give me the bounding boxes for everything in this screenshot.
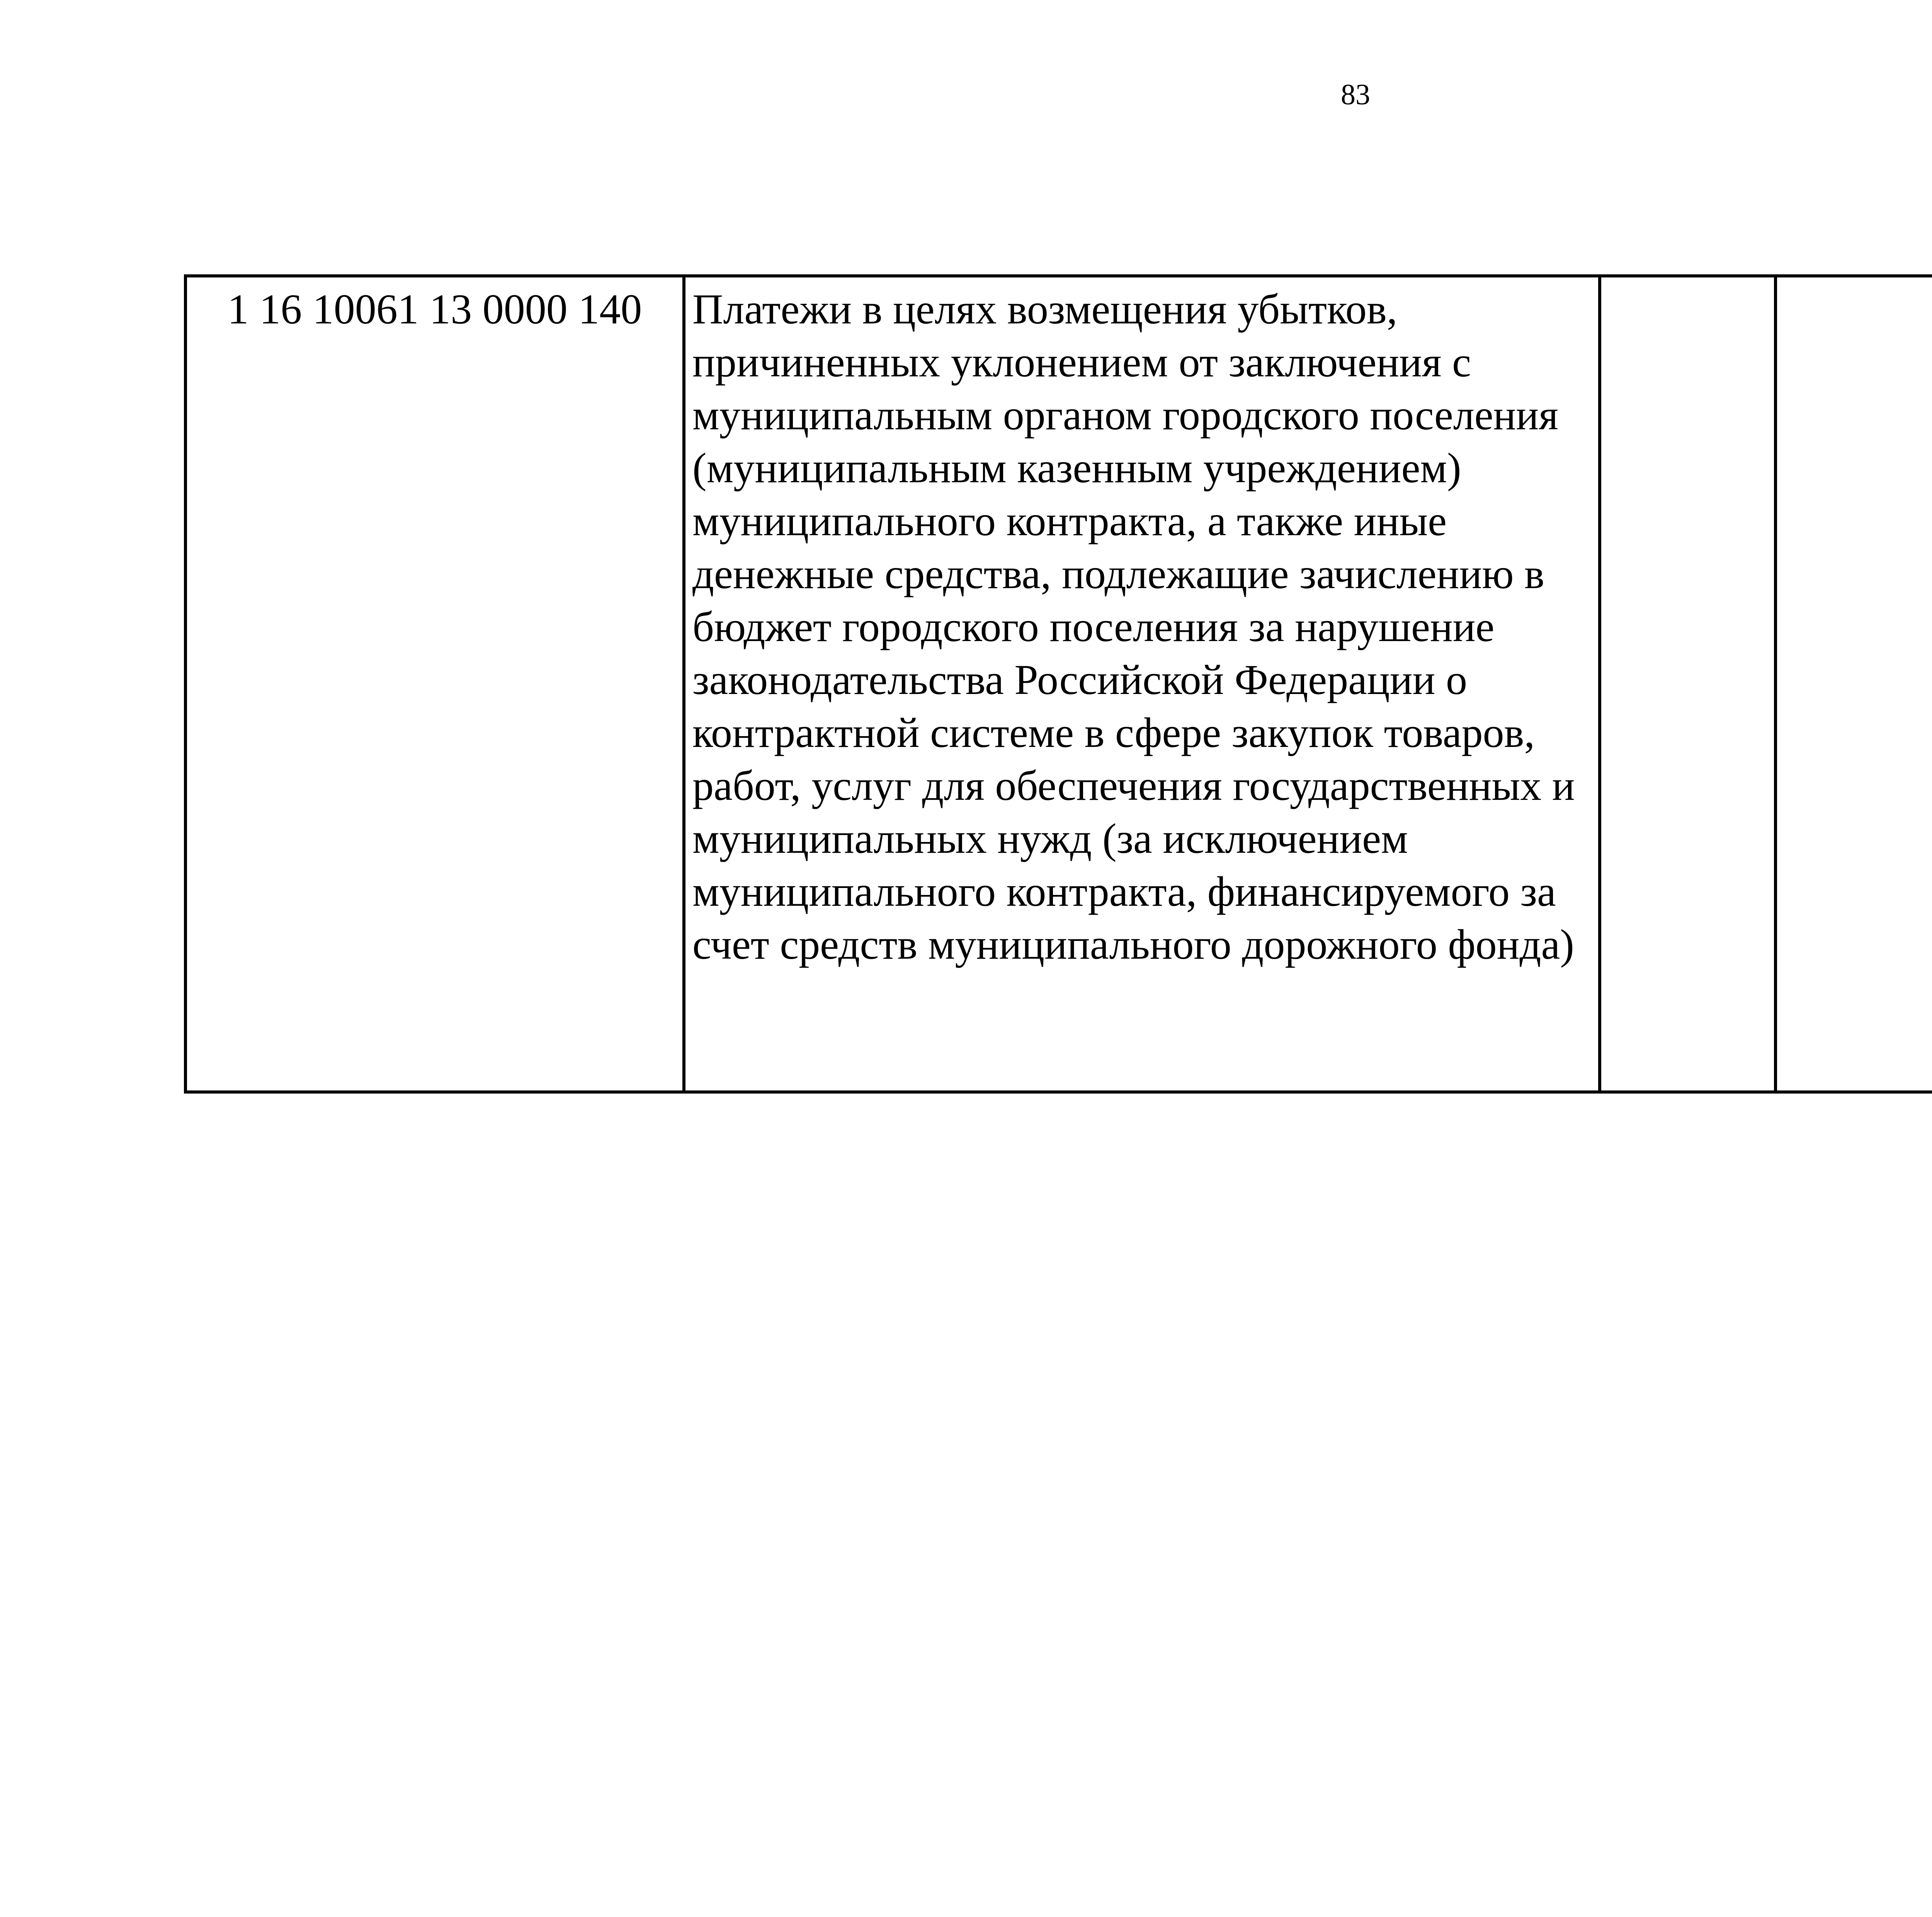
description-line: Платежи в целях возмещения убытков, bbox=[692, 286, 1398, 333]
description-line: бюджет городского поселения за нарушение bbox=[692, 603, 1495, 650]
description-line: (муниципальным казенным учреждением) bbox=[692, 444, 1461, 492]
description-line: законодательства Российской Федерации о bbox=[692, 656, 1468, 703]
column-4-cell bbox=[1776, 276, 1932, 1092]
table-row bbox=[185, 276, 1932, 1092]
description-line: контрактной системе в сфере закупок товаров, bbox=[692, 709, 1535, 756]
description-line: муниципальных нужд (за исключением bbox=[692, 815, 1408, 862]
description-cell bbox=[684, 276, 1600, 1092]
description-line: работ, услуг для обеспечения государственных и bbox=[692, 762, 1575, 809]
description-line: муниципальным органом городского поселения bbox=[692, 391, 1558, 439]
description-line: муниципального контракта, финансируемого за bbox=[692, 868, 1556, 915]
column-3-cell bbox=[1600, 276, 1776, 1092]
description-line: денежные средства, подлежащие зачислению в bbox=[692, 550, 1544, 597]
budget-code: 1 16 10061 13 0000 140 bbox=[227, 286, 642, 333]
revenue-table bbox=[184, 274, 1932, 1094]
description-line: муниципального контракта, а также иные bbox=[692, 497, 1447, 544]
description-line: причиненных уклонением от заключения с bbox=[692, 338, 1471, 386]
page-number: 83 bbox=[1341, 78, 1370, 111]
budget-code-cell bbox=[185, 276, 684, 1092]
description-line: счет средств муниципального дорожного фонда) bbox=[692, 921, 1574, 968]
